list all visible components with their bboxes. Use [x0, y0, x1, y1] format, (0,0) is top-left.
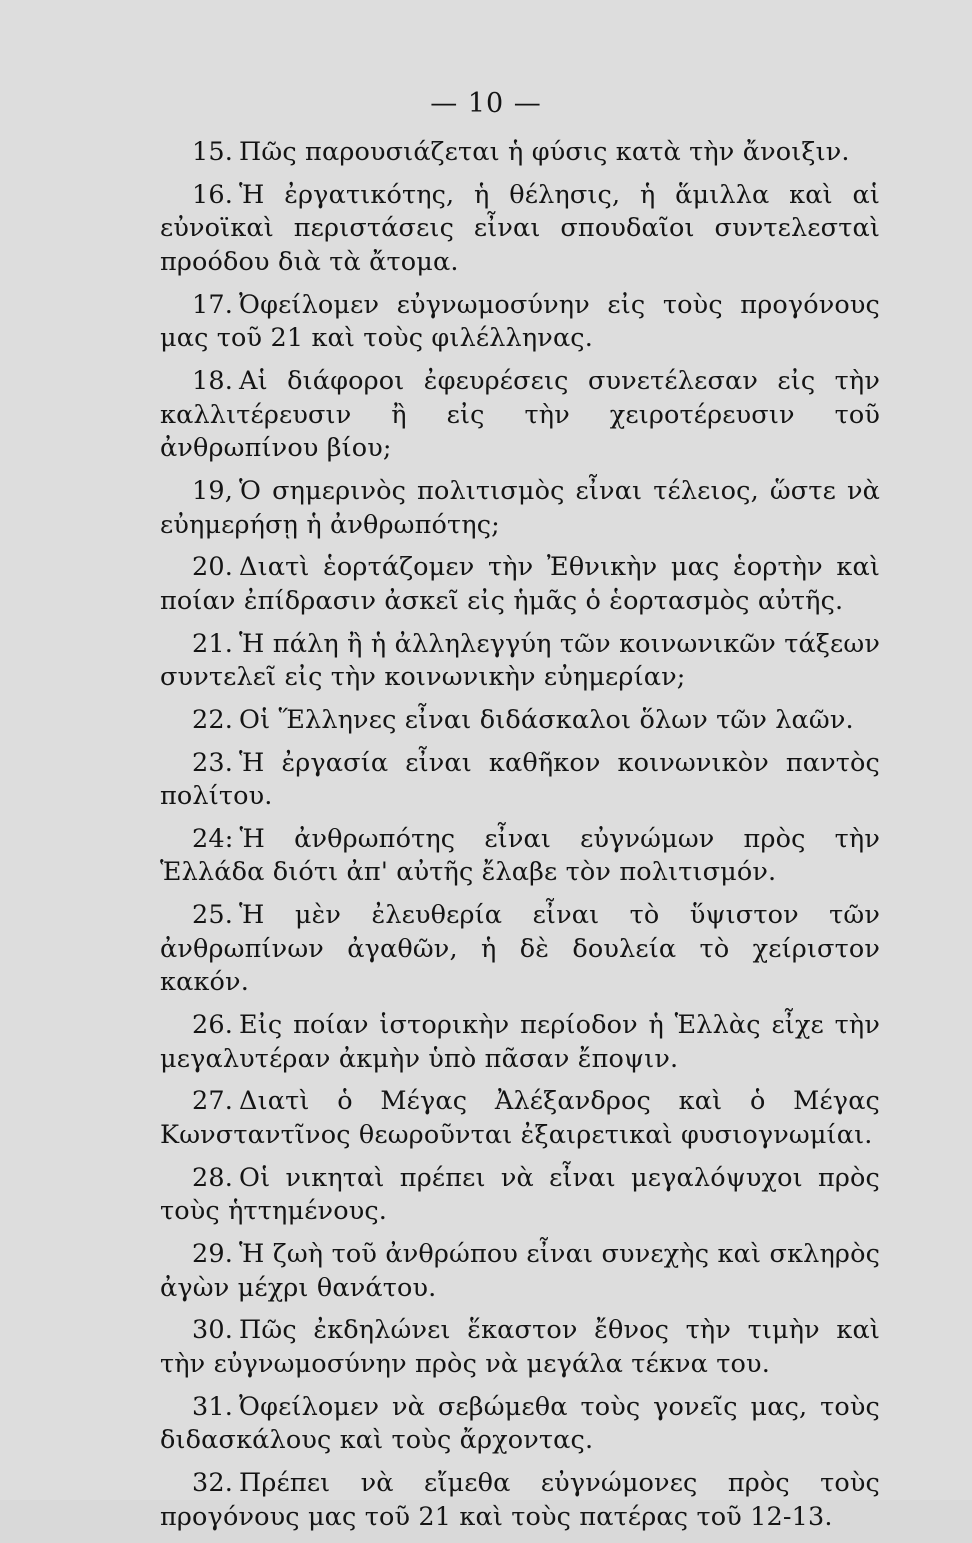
list-item [160, 475, 880, 542]
item-number: 29. [192, 1239, 234, 1270]
item-number: 15. [192, 137, 234, 167]
item-text: Οἱ νικηταὶ πρέπει νὰ εἶναι μεγαλόψυχοι πρὸς τοὺς ἡττημένους. [160, 1162, 880, 1227]
list-item [160, 747, 880, 814]
item-text: Ἡ ἐργατικότης, ἡ θέλησις, ἡ ἅμιλλα καὶ αἱ εὐνοϊκαὶ περιστάσεις εἶναι σπουδαῖοι συντελεσταὶ προόδου διὰ τὰ ἄτομα. [160, 179, 880, 277]
item-text: Πῶς ἐκδηλώνει ἕκαστον ἔθνος τὴν τιμὴν καὶ τὴν εὐγνωμοσύνην πρὸς νὰ μεγάλα τέκνα του. [160, 1315, 880, 1379]
item-number: 28. [192, 1162, 234, 1193]
item-text: Ἡ μὲν ἐλευθερία εἶναι τὸ ὕψιστον τῶν ἀνθρωπίνων ἀγαθῶν, ἡ δὲ δουλεία τὸ χείριστον κακόν. [160, 900, 880, 998]
item-number: 16. [192, 179, 234, 210]
item-text: Διατὶ ἑορτάζομεν τὴν Ἐθνικὴν μας ἑορτὴν καὶ ποίαν ἐπίδρασιν ἀσκεῖ εἰς ἡμᾶς ὁ ἑορτασμὸς αὐτῆς. [160, 552, 880, 616]
page-number: — 10 — [430, 88, 542, 119]
list-item [160, 365, 880, 466]
list-item [160, 1314, 880, 1381]
item-text: Οἱ Ἕλληνες εἶναι διδάσκαλοι ὅλων τῶν λαῶν. [239, 704, 854, 735]
list-item [160, 823, 880, 890]
item-number: 30. [192, 1315, 234, 1346]
list-item [160, 1162, 880, 1229]
list-item [160, 289, 880, 356]
item-text: Ὀφείλομεν εὐγνωμοσύνην εἰς τοὺς προγόνους μας τοῦ 21 καὶ τοὺς φιλέλληνας. [160, 289, 880, 354]
item-text: Πῶς παρουσιάζεται ἡ φύσις κατὰ τὴν ἄνοιξιν. [239, 137, 850, 167]
list-item [160, 1238, 880, 1305]
item-text: Αἱ διάφοροι ἐφευρέσεις συνετέλεσαν εἰς τὴν καλλιτέρευσιν ἢ εἰς τὴν χειροτέρευσιν τοῦ ἀνθρωπίνου βίου; [160, 365, 880, 464]
item-text: Ἡ ἀνθρωπότης εἶναι εὐγνώμων πρὸς τὴν Ἑλλάδα διότι ἀπ' αὐτῆς ἔλαβε τὸν πολιτισμόν. [160, 823, 880, 888]
item-number: 31. [192, 1391, 234, 1422]
item-number: 21. [192, 628, 234, 659]
list-item [160, 704, 880, 738]
list-item [160, 1009, 880, 1076]
item-number: 17. [192, 289, 234, 320]
item-number: 19, [192, 475, 234, 506]
item-number: 25. [192, 900, 234, 931]
item-number: 22. [192, 704, 234, 735]
list-item [160, 1085, 880, 1152]
item-number: 32. [192, 1467, 234, 1498]
item-number: 24: [192, 823, 234, 854]
item-number: 27. [192, 1086, 234, 1117]
item-text: Ἡ ἐργασία εἶναι καθῆκον κοινωνικὸν παντὸς πολίτου. [160, 747, 880, 812]
list-item [160, 1467, 880, 1534]
item-text: Ὀφείλομεν νὰ σεβώμεθα τοὺς γονεῖς μας, τοὺς διδασκάλους καὶ τοὺς ἄρχοντας. [160, 1391, 880, 1456]
list-item [160, 136, 880, 170]
list-item [160, 628, 880, 695]
item-number: 18. [192, 365, 234, 396]
item-text: Ἡ ζωὴ τοῦ ἀνθρώπου εἶναι συνεχὴς καὶ σκληρὸς ἀγὼν μέχρι θανάτου. [160, 1239, 880, 1303]
list-item [160, 179, 880, 280]
item-text: Ἡ πάλη ἢ ἡ ἀλληλεγγύη τῶν κοινωνικῶν τάξεων συντελεῖ εἰς τὴν κοινωνικὴν εὐημερίαν; [160, 628, 880, 693]
list-item [160, 551, 880, 618]
item-text: Διατὶ ὁ Μέγας Ἀλέξανδρος καὶ ὁ Μέγας Κωνσταντῖνος θεωροῦνται ἐξαιρετικαὶ φυσιογνωμίαι. [160, 1086, 880, 1151]
list-item [160, 899, 880, 1000]
item-text: Ὁ σημερινὸς πολιτισμὸς εἶναι τέλειος, ὥστε νὰ εὐημερήσῃ ἡ ἀνθρωπότης; [160, 475, 880, 540]
item-text: Εἰς ποίαν ἱστορικὴν περίοδον ἡ Ἑλλὰς εἶχε τὴν μεγαλυτέραν ἀκμὴν ὑπὸ πᾶσαν ἔποψιν. [160, 1010, 880, 1074]
item-number: 26. [192, 1010, 234, 1041]
item-number: 23. [192, 747, 234, 778]
list-item [160, 1391, 880, 1458]
item-number: 20. [192, 552, 234, 583]
question-list [160, 136, 880, 1543]
item-text: Πρέπει νὰ εἴμεθα εὐγνώμονες πρὸς τοὺς προγόνους μας τοῦ 21 καὶ τοὺς πατέρας τοῦ 12-13. [160, 1467, 880, 1532]
